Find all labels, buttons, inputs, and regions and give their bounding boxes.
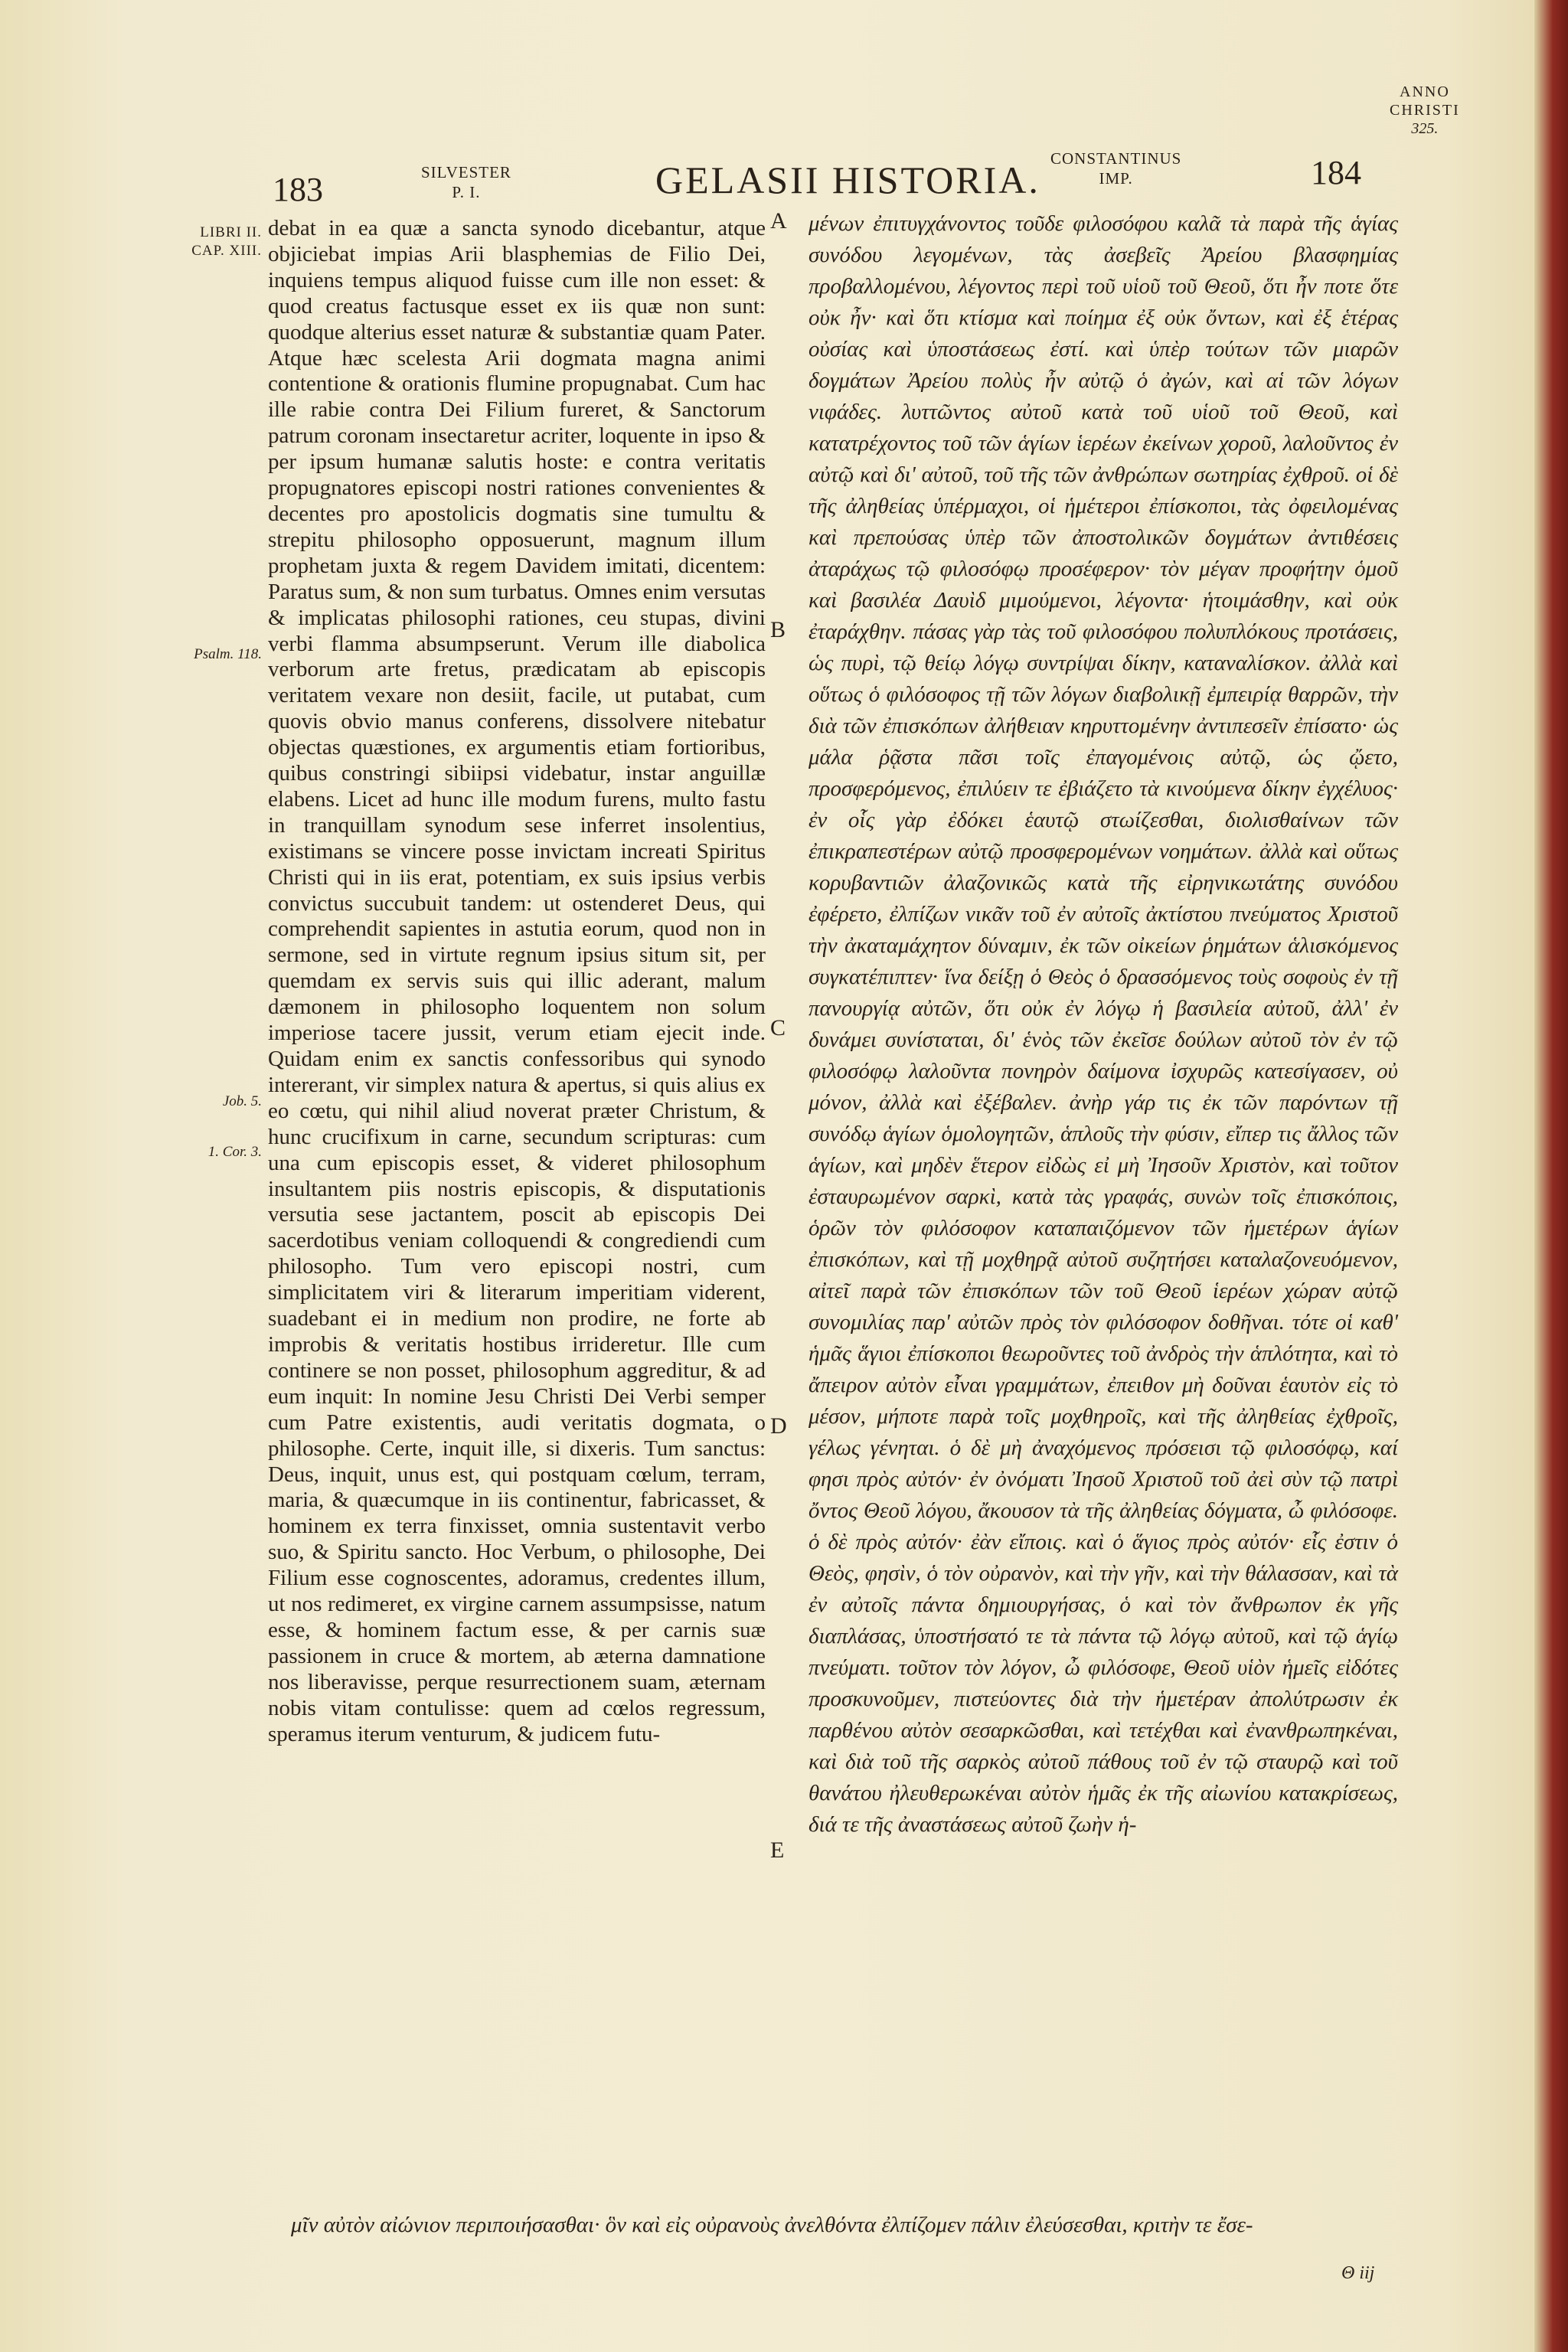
signature-mark: Θ iij [1341, 2263, 1375, 2283]
greek-column: μένων ἐπιτυγχάνοντος τοῦδε φιλοσόφου καλᾶ τὰ παρὰ τῆς ἁγίας συνόδου λεγομένων, τὰς ἀσεβεῖς Ἀρείου βλασφημίας προβαλλομένου, λέγοντος περὶ τοῦ υἱοῦ τοῦ Θεοῦ, ὅτι ἦν ποτε ὅτε οὐκ ἦν· καὶ ὅτι κτίσμα καὶ ποίημα ἐξ οὐκ ὄντων, καὶ ἐξ ἑτέρας οὐσίας καὶ ὑποστάσεως ἐστί. καὶ ὑπὲρ τούτων τῶν μιαρῶν δογμάτων Ἀρείου πολὺς ἦν αὐτῷ ὁ ἀγών, καὶ αἱ τῶν λόγων νιφάδες. λυττῶντος αὐτοῦ κατὰ τοῦ υἱοῦ τοῦ Θεοῦ, καὶ κατατρέχοντος τοῦ τῶν ἁγίων ἱερέων ἐκείνων χοροῦ, λαλοῦντος ἐν αὐτῷ καὶ δι' αὐτοῦ, τοῦ τῆς τῶν ἀνθρώπων σωτηρίας ἐχθροῦ. οἱ δὲ τῆς ἀληθείας ὑπέρμαχοι, οἱ ἡμέτεροι ἐπίσκοποι, τὰς ὀφειλομένας καὶ πρεπούσας ὑπὲρ τῶν ἀποστολικῶν δογμάτων ἀντιθέσεις ἀταράχως τῷ φιλοσόφῳ προσέφερον· τὸν μέγαν προφήτην ὁμοῦ καὶ βασιλέα Δαυὶδ μιμούμενοι, λέγοντα· ἡτοιμάσθην, καὶ οὐκ ἐταράχθην. πάσας γὰρ τὰς τοῦ φιλοσόφου πολυπλόκους προτάσεις, ὡς πυρὶ, τῷ θείῳ λόγῳ συντρίψαι δίκην, καταναλίσκον. ἀλλὰ καὶ οὕτως ὁ φιλόσοφος τῇ τῶν λόγων διαβολικῇ ἐμπειρίᾳ θαρρῶν, τὴν διὰ τῶν ἐπισκόπων ἀλήθειαν κηρυττομένην ἀντιπεσεῖν ἐπίσατο· ὡς μάλα ῥᾷστα πᾶσι τοῖς ἐπαγομένοις αὐτῷ, ὡς ᾤετο, προσφερόμενος, ἐπιλύειν τε ἐβιάζετο τὰ κινούμενα δίκην ἐγχέλυος· ἐν οἷς γὰρ ἐδόκει ἑαυτῷ στωίζεσθαι, διολισθαίνων τῶν ἐπικραπεστέρων αὐτῷ προσφερομένων νοημάτων. ἀλλὰ καὶ οὕτως κορυβαντιῶν ἀλαζονικῶς κατὰ τῆς εἰρηνικωτάτης συνόδου ἐφέρετο, ἐλπίζων νικᾶν τοῦ ἐν αὐτοῖς ἀκτίστου πνεύματος Χριστοῦ τὴν ἀκαταμάχητον δύναμιν, ἐκ τῶν οἰκείων ῥημάτων ἁλισκόμενος συγκατέπιπτεν· ἵνα δείξῃ ὁ Θεὸς ὁ δρασσόμενος τοὺς σοφοὺς ἐν τῇ πανουργίᾳ αὐτῶν, ὅτι οὐκ ἐν λόγῳ ἡ βασιλεία αὐτοῦ, ἀλλ' ἐν δυνάμει συνίσταται, δι' ἑνὸς τῶν ἐκεῖσε δούλων αὐτοῦ τὸν ἐν τῷ φιλοσόφῳ λαλοῦντα πονηρὸν δαίμονα ἰσχυρῶς κατεσίγασεν, οὐ μόνον, ἀλλὰ καὶ ἐξέβαλεν. ἀνὴρ γάρ τις ἐκ τῶν παρόντων τῇ συνόδῳ ἁγίων ὁμολογητῶν, ἁπλοῦς τὴν φύσιν, εἴπερ τις ἄλλος τῶν ἁγίων, καὶ μηδὲν ἕτερον εἰδὼς εἰ μὴ Ἰησοῦν Χριστὸν, καὶ τοῦτον ἐσταυρωμένον σαρκὶ, κατὰ τὰς γραφάς, συνὼν τοῖς ἐπισκόποις, ὁρῶν τὸν φιλόσοφον καταπαιζόμενον τῶν ἡμετέρων ἁγίων ἐπισκόπων, καὶ τῇ μοχθηρᾷ αὐτοῦ συζητήσει καταλαζονευόμενον, αἰτεῖ παρὰ τῶν ἐπισκόπων τῶν τοῦ Θεοῦ ἱερέων χώραν αὐτῷ συνομιλίας παρ' αὐτῶν πρὸς τὸν φιλόσοφον δοθῆναι. τότε οἱ καθ' ἡμᾶς ἅγιοι ἐπίσκοποι θεωροῦντες τοῦ ἀνδρὸς τὴν ἁπλότητα, καὶ τὸ ἄπειρον αὐτὸν εἶναι γραμμάτων, ἐπειθον μὴ δοῦναι ἑαυτὸν εἰς τὸ μέσον, μήποτε παρὰ τοῖς μοχθηροῖς, καὶ τῆς ἀληθείας ἐχθροῖς, γέλως γένηται. ὁ δὲ μὴ ἀναχόμενος πρόσεισι τῷ φιλοσόφῳ, καί φησι πρὸς αὐτόν· ἐν ὀνόματι Ἰησοῦ Χριστοῦ τοῦ ἀεὶ σὺν τῷ πατρὶ ὄντος Θεοῦ λόγου, ἄκουσον τὰ τῆς ἀληθείας δόγματα, ὦ φιλόσοφε. ὁ δὲ πρὸς αὐτόν· ἐὰν εἴποις. καὶ ὁ ἅγιος πρὸς αὐτόν· εἷς ἐστιν ὁ Θεὸς, φησὶν, ὁ τὸν οὐρανὸν, καὶ τὴν γῆν, καὶ τὴν θάλασσαν, καὶ τὰ ἐν αὐτοῖς πάντα δημιουργήσας, ὁ καὶ τὸν ἄνθρωπον ἐκ γῆς διαπλάσας, ὑποστήσατό τε τὰ πάντα τῷ λόγῳ αὐτοῦ, καὶ τῷ ἁγίῳ πνεύματι. τοῦτον τὸν λόγον, ὦ φιλόσοφε, Θεοῦ υἱὸν ἡμεῖς εἰδότες προσκυνοῦμεν, πιστεύοντες διὰ τὴν ἡμετέραν ἀπολύτρωσιν ἐκ παρθένου αὐτὸν σεσαρκῶσθαι, καὶ τετέχθαι καὶ ἐνανθρωπηκέναι, καὶ διὰ τοῦ τῆς σαρκὸς αὐτοῦ πάθους τοῦ ἐν τῷ σταυρῷ καὶ τοῦ θανάτου ἠλευθερωκέναι αὐτὸν ἡμᾶς ἐκ τῆς αἰωνίου κατακρίσεως, διά τε τῆς ἀναστάσεως αὐτοῦ ζωὴν ἡ- [808, 211, 1398, 1837]
section-letter-e: E [770, 1838, 785, 1863]
page-title: GELASII HISTORIA. [655, 158, 1040, 201]
left-page-number: 183 [273, 171, 323, 208]
latin-column: debat in ea quæ a sancta synodo dicebantur, atque objiciebat impias Arii blasphemias de Filio Dei, inquiens tempus aliquod fuisse cum ille non esset: & quod creatus factusque esset ex iis quæ non sunt: quodque alterius esset naturæ & substantiæ quam Pater. Atque hæc scelesta Arii dogmata magna animi contentione & orationis flumine propugnabat. Cum hac ille rabie contra Dei Filium fureret, & Sanctorum patrum coronam insectaretur acriter, loquente in ipso & per ipsum humanæ salutis hoste: e contra veritatis propugnatores episcopi nostri rationes convenientes & decentes pro apostolicis dogmatis sine tumultu & strepitu philosopho opposuerunt, magnum illum prophetam juxta & regem Davidem imitati, dicentem: Paratus sum, & non sum turbatus. Omnes enim versutas & implicatas philosophi rationes, ceu stupas, divini verbi flamma absumpserunt. Verum ille diabolica verborum arte fretus, prædicatam ab episcopis veritatem vexare non desiit, facile, ut putabat, cum quovis obvio manus conferens, dissolvere nitebatur objectas quæstiones, ex argumentis etiam fortioribus, quibus constringi sibiipsi videbatur, instar anguillæ elabens. Licet ad hunc ille modum furens, multo fastu in tranquillam synodum sese inferret insolentius, existimans se vincere posse invictam increati Spiritus Christi qui in iis erat, potentiam, ex suis ipsius verbis convictus succubuit tandem: ut ostenderet Deus, qui comprehendit sapientes in astutia eorum, quod non in sermone, sed in virtute regnum ipsius situm sit, per quemdam ex servis suis qui illic aderant, malum dæmonem in philosopho loquentem non solum imperiose tacere jussit, verum etiam ejecit inde. Quidam enim ex sanctis confessoribus qui synodo intererant, vir simplex natura & apertus, si quis alius ex eo cœtu, qui nihil aliud noverat præter Christum, & hunc crucifixum in carne, secundum scripturas: cum una cum episcopis esset, & videret philosophum insultantem piis nostris episcopis, & disputationis versutia sese jactantem, poscit ab episcopis Dei sacerdotibus veniam colloquendi & congrediendi cum philosopho. Tum vero episcopi nostri, cum simplicitatem viri & literarum imperitiam viderent, suadebant ei in medium non prodire, ne forte ab improbis & veritatis hostibus irrideretur. Ille cum continere se non posset, philosophum aggreditur, & ad eum inquit: In nomine Jesu Christi Dei Verbi semper cum Patre existentis, audi veritatis dogmata, o philosophe. Certe, inquit ille, si dixeris. Tum sanctus: Deus, inquit, unus est, qui postquam cœlum, terram, maria, & quæcumque in iis continentur, fabricasset, & hominem ex terra finxisset, omnia sustentavit verbo suo, & Spiritu sancto. Hoc Verbum, o philosophe, Dei Filium esse cognoscentes, adoramus, credentes illum, ut nos redimeret, ex virgine carnem assumpsisse, natum esse, & hominem factum esse, & per carnis suæ passionem in cruce & mortem, ab æterna damnatione nos liberavisse, perque resurrectionem suam, æternam nobis vitam contulisse: quem ad cœlos regressum, speramus iterum venturum, & judicem futu- [268, 216, 766, 1746]
section-letter-a: A [770, 208, 787, 234]
bottom-greek-line: μῖν αὐτὸν αἰώνιον περιποιήσασθαι· ὃν καὶ εἰς οὐρανοὺς ἀνελθόντα ἐλπίζομεν πάλιν ἐλεύσεσθαι, κριτὴν τε ἔσε- [291, 2213, 1253, 2237]
section-letter-d: D [770, 1413, 787, 1439]
anno-christi-note: ANNO CHRISTI 325. [1390, 83, 1460, 137]
corinthians-reference: 1. Cor. 3. [207, 1144, 262, 1160]
book-chapter-note: LIBRI II. CAP. XIII. [191, 224, 262, 259]
psalm-reference: Psalm. 118. [194, 646, 262, 662]
section-letter-c: C [770, 1015, 786, 1040]
section-letter-b: B [770, 617, 786, 642]
binding-edge [1534, 0, 1568, 2352]
right-running-head: CONSTANTINUS IMP. [1050, 149, 1182, 188]
left-running-head: SILVESTER P. I. [421, 163, 511, 201]
running-header [0, 115, 1568, 214]
right-page-number: 184 [1311, 154, 1361, 191]
job-reference: Job. 5. [222, 1093, 262, 1109]
